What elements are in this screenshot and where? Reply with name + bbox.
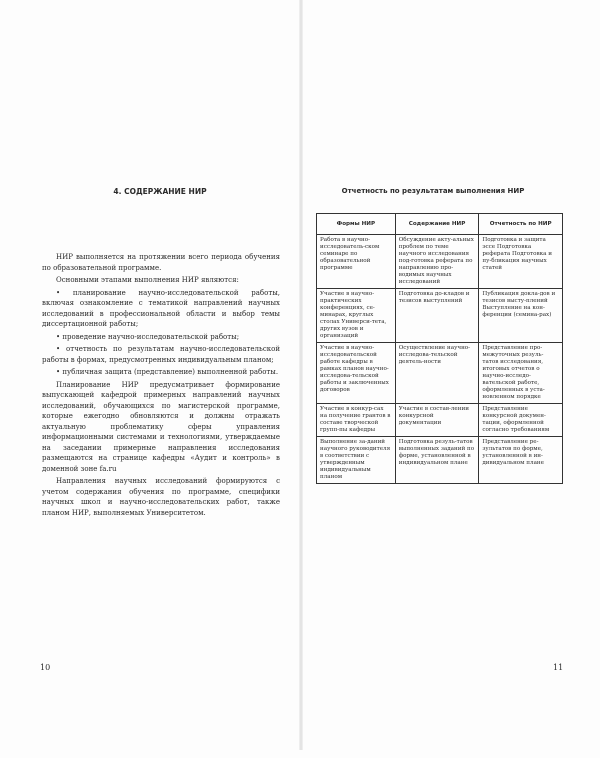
cell-content: Осуществление научно-исследова-тельской деятель-ности: [395, 343, 479, 404]
table-title: Отчетность по результатам выполнения НИР: [341, 187, 525, 195]
cell-report: Публикация докла-дов и тезисов высту-плений Выступление на кон-ференции (семина-рах): [479, 289, 563, 343]
right-page: [303, 0, 600, 750]
table-header-row: [317, 214, 563, 235]
nir-report-table: [316, 213, 563, 484]
cell-report: Представление про-межуточных резуль-татов исследования, итоговых отчетов о научно-исследо-вательской работе, оформленных в уста-новленном порядке: [479, 343, 563, 404]
bullet-item: • публичная защита (представление) выполненной работы.: [56, 368, 279, 376]
cell-form: Выполнение за-даний научного руководителя в соответствии с утвержденным индивидуальным планом: [317, 437, 396, 484]
bullet-item: • планирование научно-исследовательской работы, включая ознакомление с тематикой направлений научных исследований в профессиональной области и выбор темы диссертационной работы;: [42, 288, 280, 328]
cell-form: Работа в научно-исследователь-ском семинаре по образовательной программе: [317, 235, 396, 289]
cell-content: Участие в состав-лении конкурсной документации: [395, 404, 479, 437]
paragraph: НИР выполняется на протяжении всего периода обучения по образовательной программе.: [42, 253, 280, 272]
section-title: 4. СОДЕРЖАНИЕ НИР: [113, 187, 207, 196]
cell-report: Представление ре-зультатов по форме, установленной в ин-дивидуальном плане: [479, 437, 563, 484]
column-header-content: Содержание НИР: [395, 214, 479, 235]
body-text: [42, 252, 280, 520]
cell-report: Представление конкурсной докумен-тации, оформленной согласно требованиям: [479, 404, 563, 437]
cell-content: Обсуждение акту-альных проблем по теме научного исследования под-готовка реферата по направлению про-водимых научных исследований: [395, 235, 479, 289]
paragraph: Основными этапами выполнения НИР являются:: [56, 276, 239, 284]
page-number: 10: [40, 663, 51, 672]
cell-content: Подготовка до-кладов и тезисов выступлений: [395, 289, 479, 343]
table-row: [317, 289, 563, 343]
bullet-item: • проведение научно-исследовательской работы;: [56, 332, 240, 341]
page-number: 11: [553, 663, 564, 672]
cell-form: Участие в научно-практических конференциях, се-минарах, круглых столах Универси-тета, других вузов и организаций: [317, 289, 396, 343]
paragraph: Направления научных исследований формируются с учетом содержания обучения по программе, специфики научных школ и научно-исследовательских работ, также планом НИР, выполняемых Университетом.: [42, 477, 280, 517]
column-header-forms: Формы НИР: [317, 214, 396, 235]
bullet-item: • отчетность по результатам научно-исследовательской работы в формах, предусмотренных индивидуальным планом;: [42, 345, 280, 364]
left-page: [0, 0, 299, 750]
table-row: [317, 235, 563, 289]
cell-content: Подготовка резуль-татов выполненных заданий по форме, установленной в индивидуальном плане: [395, 437, 479, 484]
table-row: [317, 343, 563, 404]
column-header-report: Отчетность по НИР: [479, 214, 563, 235]
paragraph: Планирование НИР предусматривает формирование выпускающей кафедрой примерных направлений научных исследований, обучающихся по магистерской программе, которые ежегодно обновляются и должны отражать актуальную проблематику сферы управления информационными системами и технологиями, утверждаемые на заседании примерные направления исследования размещаются на странице кафедры «Аудит и контроль» в доменной зоне fa.ru: [42, 380, 280, 473]
table-row: [317, 404, 563, 437]
cell-form: Участие в конкур-сах на получение грантов в составе творческой групп-пы кафедры: [317, 404, 396, 437]
cell-report: Подготовка и защита эссе Подготовка реферата Подготовка и пу-бликация научных статей: [479, 235, 563, 289]
table-row: [317, 437, 563, 484]
cell-form: Участие в научно-исследовательской работе кафедры в рамках планов научно-исследова-тельской работы и заключенных договоров: [317, 343, 396, 404]
